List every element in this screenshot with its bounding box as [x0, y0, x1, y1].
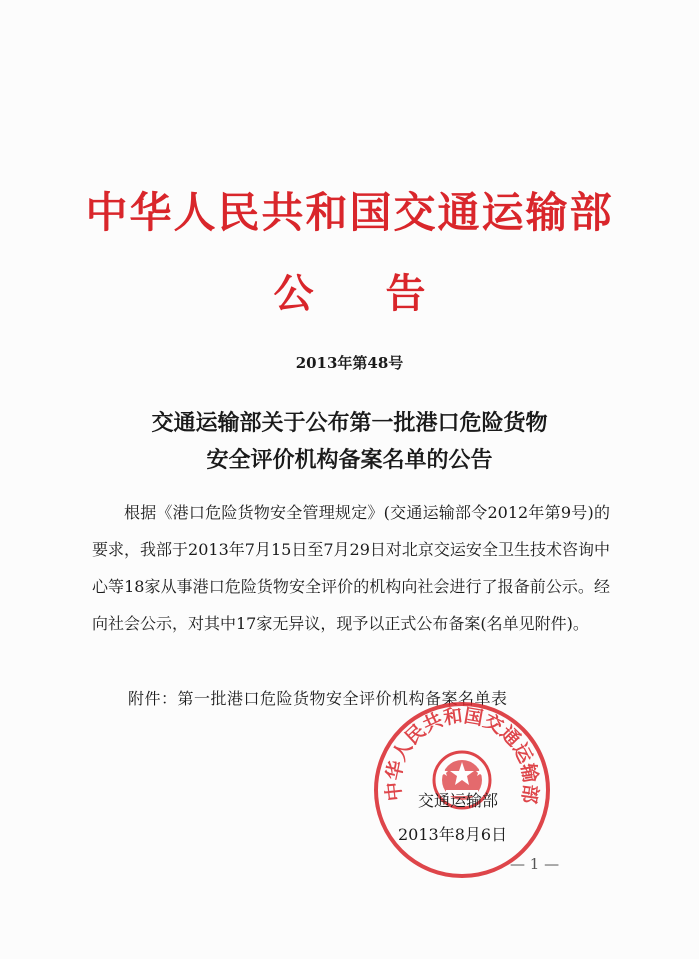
notice-body-paragraph: 根据《港口危险货物安全管理规定》(交通运输部令2012年第9号)的要求，我部于2013年7月15日至7月29日对北京交运安全卫生技术咨询中心等18家从事港口危险货物安全评价的机构向社会进行了报备前公示。经向社会公示，对其中17家无异议，现予以正式公布备案(名单见附件)。 [92, 503, 610, 633]
signature-organization: 交通运输部 [418, 791, 499, 810]
document-number: 2013年第48号 [295, 354, 404, 372]
seal-text: 中华人民共和国交通运输部 [382, 704, 542, 805]
attachment-line: 附件：第一批港口危险货物安全评价机构备案名单表 [128, 689, 508, 708]
page-number: — 1 — [510, 855, 560, 873]
document-type-heading: 公告 [273, 270, 498, 317]
notice-title-line-2: 安全评价机构备案名单的公告 [206, 447, 493, 473]
notice-title-line-1: 交通运输部关于公布第一批港口危险货物 [151, 410, 548, 436]
signature-date: 2013年8月6日 [398, 825, 508, 844]
issuing-organization-title: 中华人民共和国交通运输部 [85, 188, 614, 237]
